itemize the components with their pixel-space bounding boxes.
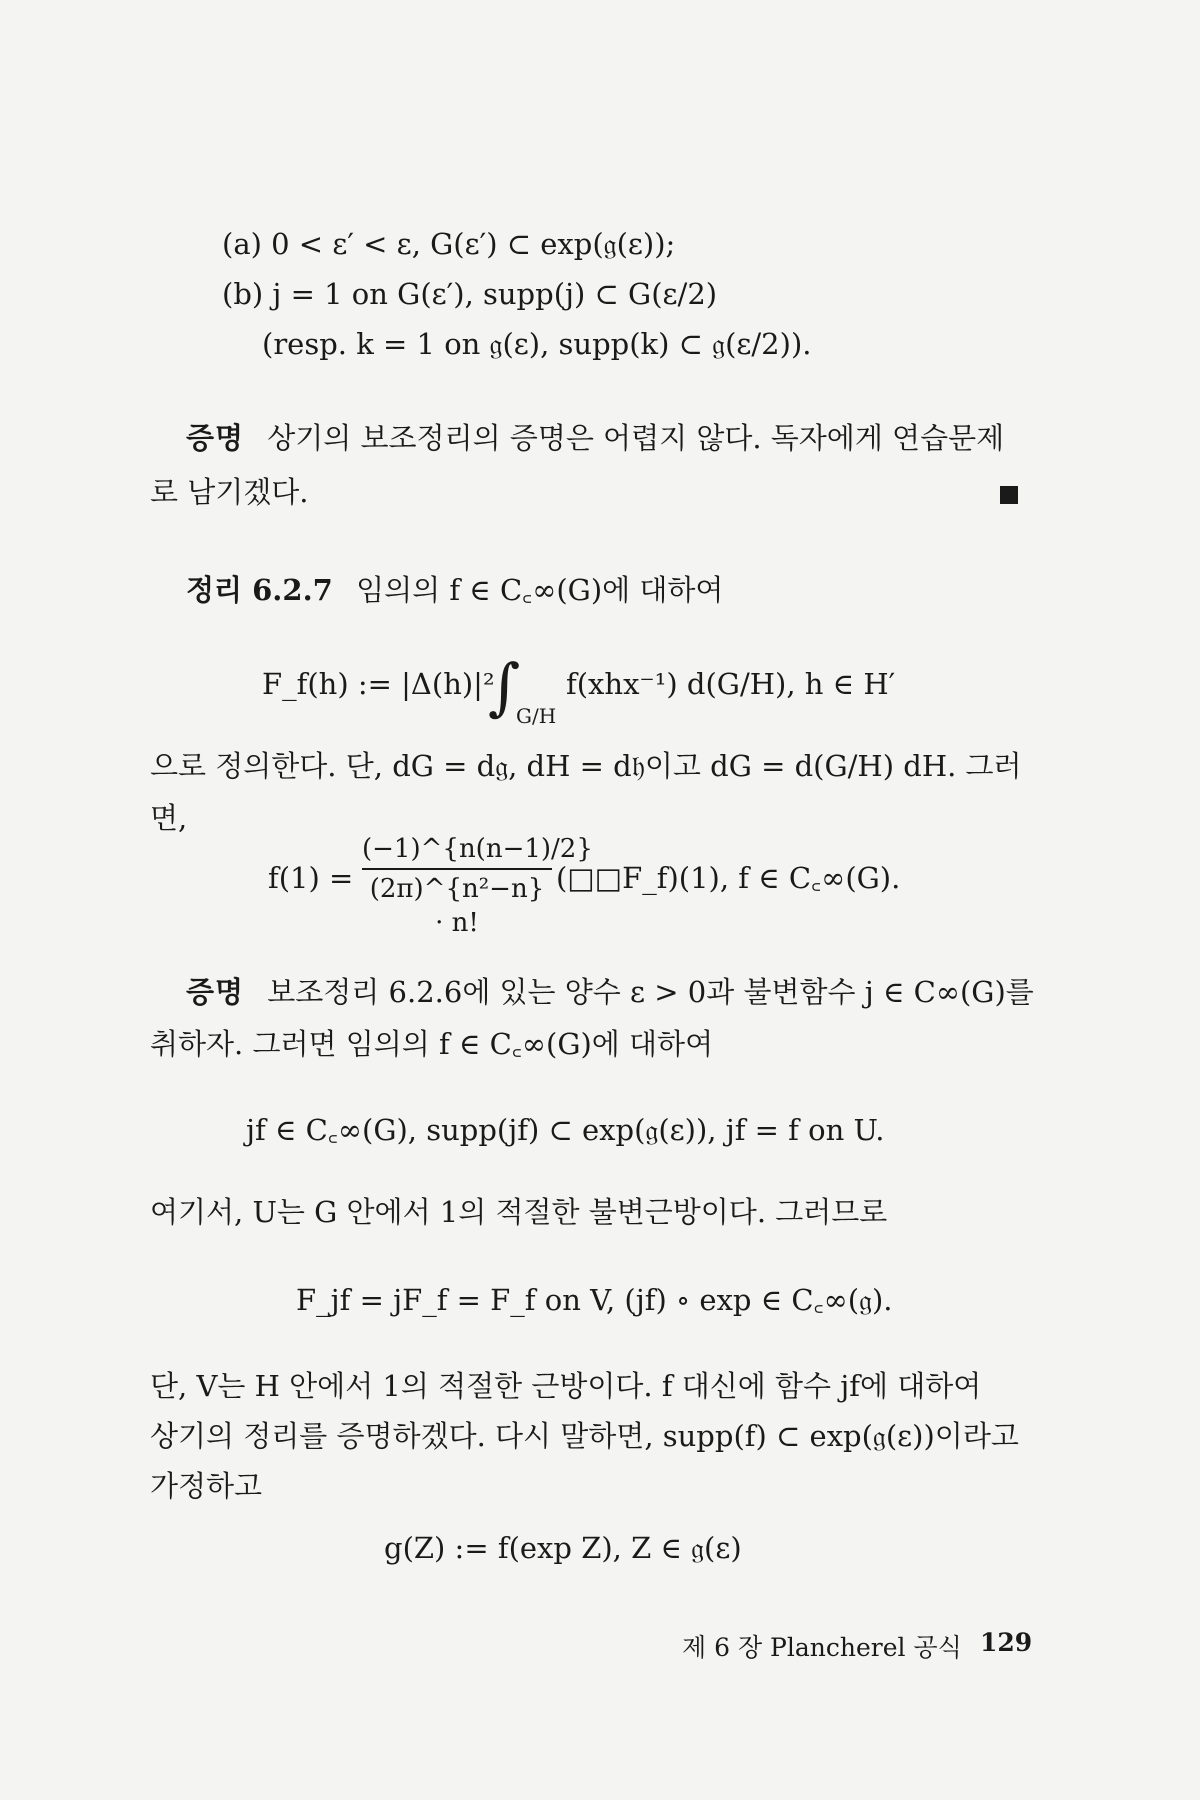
theorem-after-def-1: 으로 정의한다. 단, dG = d𝔤, dH = d𝔥이고 dG = d(G/H) dH. 그러 bbox=[150, 749, 1022, 783]
proof2-display2: F_jf = jF_f = F_f on V, (jf) ∘ exp ∈ C꜀∞(𝔤). bbox=[296, 1283, 893, 1317]
theorem-label: 정리 6.2.7 bbox=[186, 573, 333, 607]
qed-square-icon bbox=[1000, 486, 1018, 504]
theorem-heading bbox=[186, 572, 723, 608]
proof2-line6: 가정하고 bbox=[150, 1469, 263, 1503]
proof2-line4: 단, V는 H 안에서 1의 적절한 근방이다. f 대신에 함수 jf에 대하여 bbox=[150, 1369, 982, 1403]
theorem-intro: 임의의 f ∈ C꜀∞(G)에 대하여 bbox=[356, 573, 724, 607]
integral-subscript: G/H bbox=[516, 704, 557, 728]
condition-resp: (resp. k = 1 on 𝔤(ε), supp(k) ⊂ 𝔤(ε/2)). bbox=[262, 327, 812, 361]
definition-lhs: F_f(h) := |Δ(h)|² bbox=[262, 667, 495, 701]
formula-lhs: f(1) = bbox=[268, 861, 354, 895]
running-footer-chapter: 제 6 장 Plancherel 공식 bbox=[682, 1633, 962, 1662]
proof1-text1: 상기의 보조정리의 증명은 어렵지 않다. 독자에게 연습문제 bbox=[267, 421, 1005, 455]
page-number: 129 bbox=[980, 1628, 1033, 1657]
formula-numerator: (−1)^{n(n−1)/2} bbox=[362, 832, 552, 870]
formula-denominator: (2π)^{n²−n} · n! bbox=[369, 874, 545, 938]
proof2-line1 bbox=[186, 974, 1034, 1010]
proof-label: 증명 bbox=[186, 975, 245, 1009]
proof2-line5: 상기의 정리를 증명하겠다. 다시 말하면, supp(f) ⊂ exp(𝔤(ε))이라고 bbox=[150, 1419, 1019, 1453]
proof1-line1 bbox=[186, 420, 1004, 456]
proof-label: 증명 bbox=[186, 421, 245, 455]
proof2-display3: g(Z) := f(exp Z), Z ∈ 𝔤(ε) bbox=[384, 1531, 742, 1565]
condition-b: (b) j = 1 on G(ε′), supp(j) ⊂ G(ε/2) bbox=[222, 277, 718, 311]
proof2-text1: 보조정리 6.2.6에 있는 양수 ε > 0과 불변함수 j ∈ C∞(G)를 bbox=[267, 975, 1034, 1009]
proof2-line3: 여기서, U는 G 안에서 1의 적절한 불변근방이다. 그러므로 bbox=[150, 1195, 888, 1229]
proof2-display1: jf ∈ C꜀∞(G), supp(jf) ⊂ exp(𝔤(ε)), jf = f on U. bbox=[246, 1113, 885, 1147]
integral-sign: ∫ bbox=[488, 650, 521, 723]
definition-rhs: f(xhx⁻¹) d(G/H), h ∈ H′ bbox=[566, 667, 896, 701]
formula-fraction bbox=[362, 832, 593, 940]
formula-rhs: (□□F_f)(1), f ∈ C꜀∞(G). bbox=[556, 861, 901, 895]
theorem-after-def-2: 면, bbox=[150, 801, 188, 835]
proof2-line2: 취하자. 그러면 임의의 f ∈ C꜀∞(G)에 대하여 bbox=[150, 1027, 714, 1061]
proof1-line2: 로 남기겠다. bbox=[150, 475, 309, 509]
condition-a: (a) 0 < ε′ < ε, G(ε′) ⊂ exp(𝔤(ε)); bbox=[222, 227, 676, 261]
